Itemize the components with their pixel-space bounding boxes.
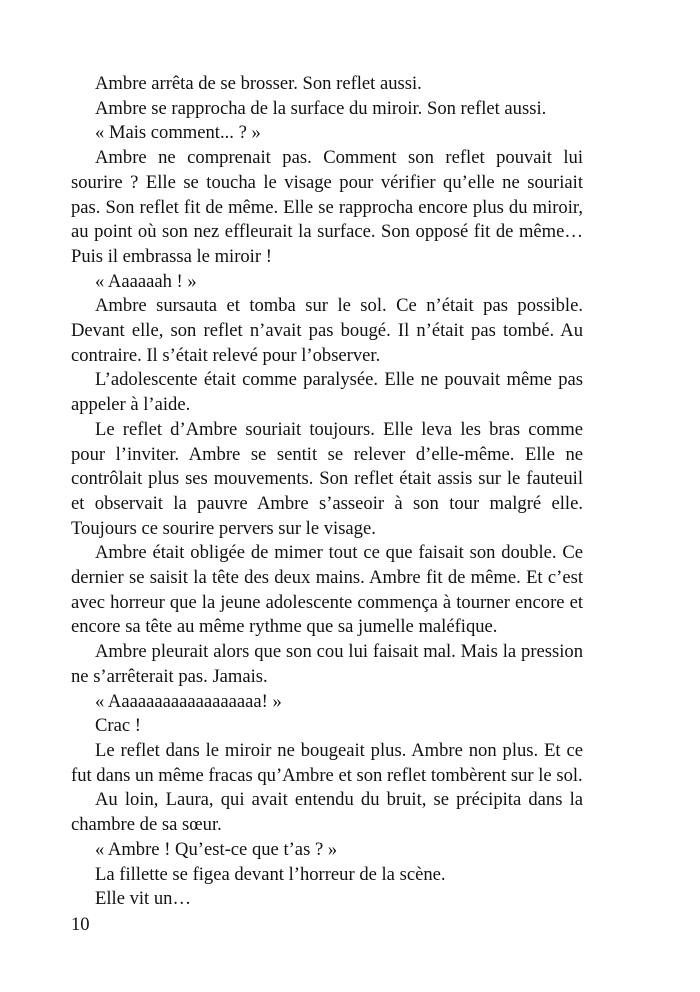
paragraph: « Aaaaaah ! »: [95, 270, 197, 292]
paragraph: Crac !: [95, 715, 141, 737]
paragraph: Le reflet dans le miroir ne bougeait plus. Ambre non plus. Et ce fut dans un même fracas qu’Ambre et son reflet tombèrent sur le sol.: [71, 739, 583, 786]
paragraph: Le reflet d’Ambre souriait toujours. Elle leva les bras comme pour l’inviter. Ambre se sentit se relever d’elle-même. Elle ne contrôlait plus ses mouvements. Son reflet était assis sur le fauteuil et observait la pauvre Ambre s’asseoir à son tour malgré elle. Toujours ce sourire pervers sur le visage.: [71, 418, 583, 539]
paragraph: Au loin, Laura, qui avait entendu du bruit, se précipita dans la chambre de sa sœur.: [71, 789, 583, 836]
paragraph: « Mais comment... ? »: [95, 122, 261, 144]
paragraph: Ambre était obligée de mimer tout ce que faisait son double. Ce dernier se saisit la tête des deux mains. Ambre fit de même. Et c’est avec horreur que la jeune adolescente commença à tourner encore et encore sa tête au même rythme que sa jumelle maléfique.: [71, 542, 583, 638]
paragraph: Ambre ne comprenait pas. Comment son reflet pouvait lui sourire ? Elle se toucha le visage pour vérifier qu’elle ne souriait pas. Son reflet fit de même. Elle se rapprocha encore plus du miroir, au point où son nez effleurait la surface. Son opposé fit de même… Puis il embrassa le miroir !: [71, 147, 583, 267]
paragraph: Elle vit un…: [95, 888, 192, 910]
body-text: [71, 72, 583, 912]
paragraph: Ambre pleurait alors que son cou lui faisait mal. Mais la pression ne s’arrêterait pas. Jamais.: [71, 641, 583, 687]
paragraph: La fillette se figea devant l’horreur de la scène.: [95, 863, 446, 885]
page-number: 10: [71, 914, 90, 935]
paragraph: Ambre sursauta et tomba sur le sol. Ce n’était pas possible. Devant elle, son reflet n’avait pas bougé. Il n’était pas tombé. Au contraire. Il s’était relevé pour l’observer.: [71, 295, 583, 366]
paragraph: Ambre arrêta de se brosser. Son reflet aussi.: [95, 73, 422, 94]
paragraph: Ambre se rapprocha de la surface du miroir. Son reflet aussi.: [95, 97, 547, 119]
paragraph: « Aaaaaaaaaaaaaaaaaa! »: [95, 690, 282, 712]
paragraph: L’adolescente était comme paralysée. Elle ne pouvait même pas appeler à l’aide.: [71, 369, 583, 416]
paragraph: « Ambre ! Qu’est-ce que t’as ? »: [95, 838, 338, 860]
